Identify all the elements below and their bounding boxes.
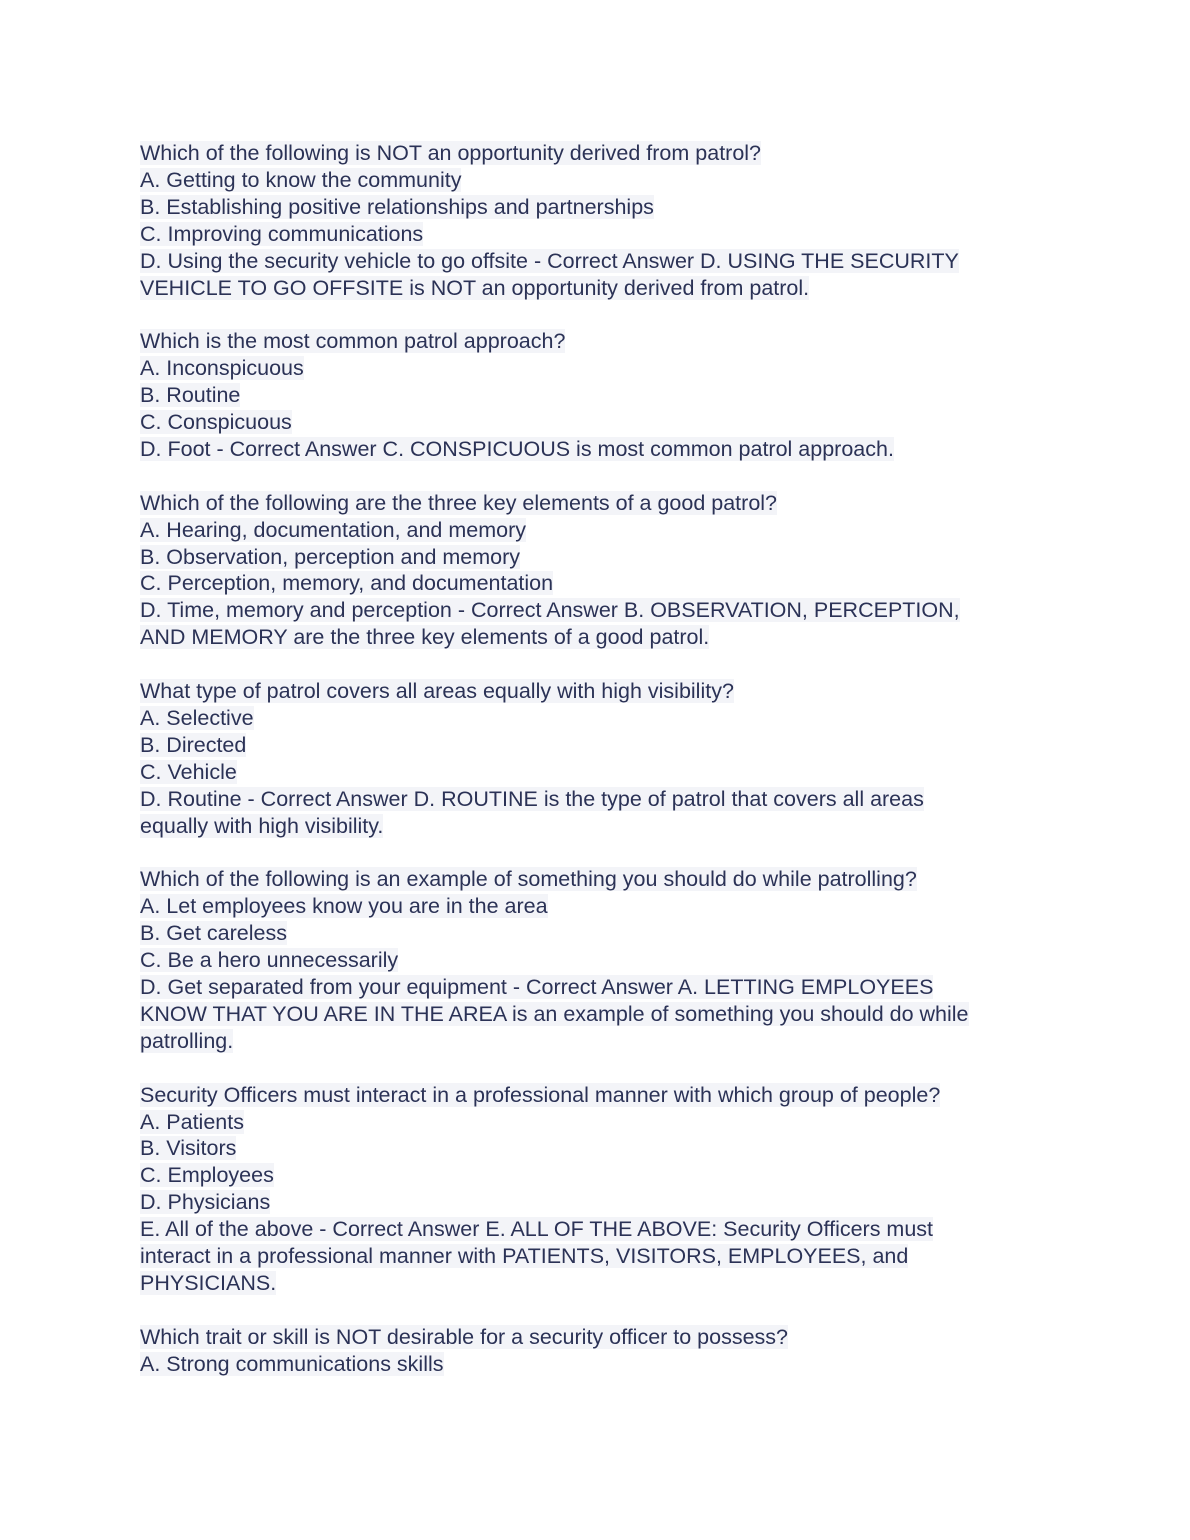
answer-option-d (140, 786, 1060, 813)
question-block-6 (140, 1082, 1060, 1297)
text-line: A. Patients (140, 1109, 244, 1134)
text-line: KNOW THAT YOU ARE IN THE AREA is an example of something you should do while (140, 1001, 969, 1026)
answer-option-c (140, 759, 1060, 786)
text-line: B. Routine (140, 383, 241, 408)
answer-option-d (140, 597, 1060, 624)
answer-explanation (140, 1270, 1060, 1297)
question-text (140, 678, 1060, 705)
text-line: C. Employees (140, 1163, 274, 1188)
text-line: B. Establishing positive relationships and partnerships (140, 194, 654, 219)
answer-option-b (140, 544, 1060, 571)
answer-option-b (140, 1135, 1060, 1162)
text-line: B. Observation, perception and memory (140, 544, 521, 569)
text-line: A. Hearing, documentation, and memory (140, 517, 527, 542)
text-line: equally with high visibility. (140, 813, 384, 838)
question-text (140, 328, 1060, 355)
text-line: Which of the following is an example of something you should do while patrolling? (140, 867, 917, 892)
question-block-3 (140, 490, 1060, 651)
text-line: C. Improving communications (140, 221, 424, 246)
text-line: D. Foot - Correct Answer C. CONSPICUOUS is most common patrol approach. (140, 436, 894, 461)
answer-option-a (140, 893, 1060, 920)
answer-option-c (140, 947, 1060, 974)
answer-option-d (140, 1189, 1060, 1216)
text-line: interact in a professional manner with PATIENTS, VISITORS, EMPLOYEES, and (140, 1244, 909, 1269)
question-text (140, 1082, 1060, 1109)
text-line: C. Conspicuous (140, 410, 292, 435)
text-line: VEHICLE TO GO OFFSITE is NOT an opportunity derived from patrol. (140, 275, 810, 300)
text-line: Security Officers must interact in a professional manner with which group of people? (140, 1082, 941, 1107)
text-line: Which of the following are the three key elements of a good patrol? (140, 490, 778, 515)
answer-option-d (140, 248, 1060, 275)
question-text (140, 490, 1060, 517)
text-line: Which of the following is NOT an opportunity derived from patrol? (140, 141, 762, 165)
answer-option-a (140, 1109, 1060, 1136)
text-line: A. Strong communications skills (140, 1351, 444, 1376)
text-line: Which trait or skill is NOT desirable for a security officer to possess? (140, 1324, 789, 1349)
answer-explanation (140, 813, 1060, 840)
answer-option-c (140, 221, 1060, 248)
question-block-2 (140, 328, 1060, 463)
question-block-1 (140, 140, 1060, 301)
text-line: A. Inconspicuous (140, 356, 304, 381)
text-line: A. Getting to know the community (140, 167, 462, 192)
question-text (140, 1324, 1060, 1351)
text-line: B. Directed (140, 732, 247, 757)
answer-explanation (140, 1001, 1060, 1028)
answer-option-d (140, 974, 1060, 1001)
answer-option-c (140, 1162, 1060, 1189)
document-page (140, 140, 1060, 1404)
text-line: D. Physicians (140, 1190, 271, 1215)
answer-option-b (140, 732, 1060, 759)
text-line: What type of patrol covers all areas equally with high visibility? (140, 679, 734, 704)
text-line: Which is the most common patrol approach? (140, 329, 566, 354)
answer-explanation (140, 1243, 1060, 1270)
answer-option-b (140, 194, 1060, 221)
answer-option-e (140, 1216, 1060, 1243)
text-line: A. Selective (140, 705, 254, 730)
answer-option-a (140, 1351, 1060, 1378)
text-line: C. Vehicle (140, 759, 237, 784)
text-line: D. Using the security vehicle to go offsite - Correct Answer D. USING THE SECURITY (140, 248, 959, 273)
answer-option-a (140, 355, 1060, 382)
question-block-4 (140, 678, 1060, 839)
answer-option-b (140, 382, 1060, 409)
answer-option-d (140, 436, 1060, 463)
question-block-7 (140, 1324, 1060, 1378)
text-line: PHYSICIANS. (140, 1270, 277, 1295)
text-line: E. All of the above - Correct Answer E. ALL OF THE ABOVE: Security Officers must (140, 1217, 934, 1242)
text-line: D. Get separated from your equipment - Correct Answer A. LETTING EMPLOYEES (140, 975, 934, 1000)
question-text (140, 140, 1060, 167)
text-line: C. Perception, memory, and documentation (140, 571, 554, 596)
text-line: B. Visitors (140, 1136, 237, 1161)
text-line: AND MEMORY are the three key elements of a good patrol. (140, 625, 710, 650)
question-text (140, 866, 1060, 893)
question-block-5 (140, 866, 1060, 1054)
answer-option-a (140, 167, 1060, 194)
text-line: C. Be a hero unnecessarily (140, 948, 399, 973)
answer-option-b (140, 920, 1060, 947)
text-line: patrolling. (140, 1028, 234, 1053)
answer-explanation (140, 624, 1060, 651)
text-line: D. Time, memory and perception - Correct Answer B. OBSERVATION, PERCEPTION, (140, 598, 960, 623)
text-line: B. Get careless (140, 921, 287, 946)
answer-option-c (140, 409, 1060, 436)
answer-option-a (140, 705, 1060, 732)
answer-option-a (140, 517, 1060, 544)
text-line: A. Let employees know you are in the area (140, 894, 548, 919)
answer-explanation (140, 1028, 1060, 1055)
text-line: D. Routine - Correct Answer D. ROUTINE is the type of patrol that covers all areas (140, 786, 924, 811)
answer-option-c (140, 570, 1060, 597)
answer-explanation (140, 275, 1060, 302)
